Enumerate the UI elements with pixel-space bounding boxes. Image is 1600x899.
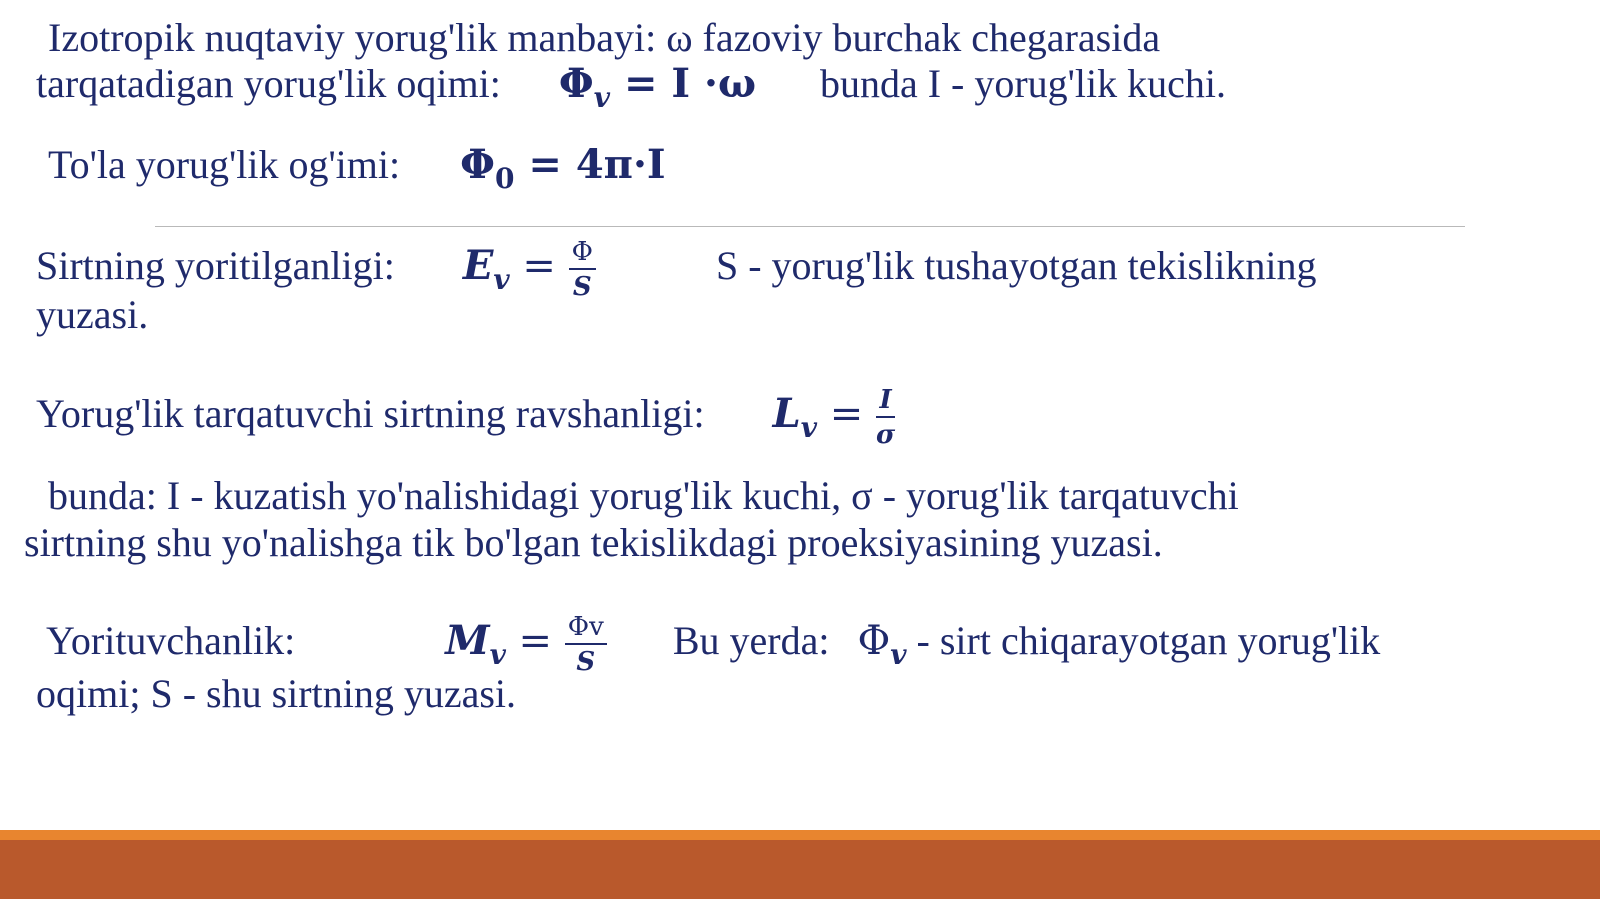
exitance-label: Yorituvchanlik: bbox=[46, 618, 296, 663]
formula-lhs: L bbox=[772, 390, 801, 437]
formula-subscript: v bbox=[593, 81, 611, 114]
illuminance-label: Sirtning yoritilganligi: bbox=[36, 243, 395, 288]
para1-line1 bbox=[48, 16, 1160, 60]
luminance-label: Yorug'lik tarqatuvchi sirtning ravshanligi: bbox=[36, 391, 705, 436]
formula-subscript: 0 bbox=[494, 162, 515, 195]
luminous-flux-formula bbox=[558, 60, 770, 114]
para3-line1 bbox=[36, 236, 1317, 303]
illuminance-formula bbox=[462, 242, 569, 296]
para1-line2 bbox=[36, 60, 1226, 114]
para1-line2-tail: bunda I - yorug'lik kuchi. bbox=[819, 61, 1226, 106]
para4-line bbox=[36, 384, 896, 451]
fraction-denominator: S bbox=[576, 647, 596, 678]
illuminance-fraction bbox=[569, 237, 596, 303]
para3-line2-text: yuzasi. bbox=[36, 292, 149, 337]
para5-line2-text: sirtning shu yo'nalishga tik bo'lgan tekislikdagi proeksiyasining yuzasi. bbox=[24, 520, 1163, 565]
formula-lhs: M bbox=[445, 617, 490, 664]
para3-line2 bbox=[36, 293, 148, 337]
luminance-fraction bbox=[876, 385, 896, 451]
exitance-fraction bbox=[565, 612, 607, 678]
formula-subscript: v bbox=[890, 638, 907, 671]
footer-accent-stripe bbox=[0, 830, 1600, 840]
total-flux-label: To'la yorug'lik og'imi: bbox=[48, 142, 401, 187]
fraction-numerator: I bbox=[876, 387, 895, 418]
fraction-denominator: S bbox=[572, 272, 592, 303]
luminance-formula bbox=[772, 390, 876, 444]
fraction-numerator: Φv bbox=[565, 614, 607, 645]
exitance-tail-a: Bu yerda: bbox=[672, 618, 830, 663]
para6-line2-text: oqimi; S - shu sirtning yuzasi. bbox=[36, 671, 516, 716]
para5-line1-text: bunda: I - kuzatish yo'nalishidagi yorug'lik kuchi, σ - yorug'lik tarqatuvchi bbox=[48, 473, 1239, 518]
formula-rest: = I ·ω bbox=[610, 60, 757, 107]
para5-line1 bbox=[48, 474, 1239, 518]
divider-line bbox=[155, 226, 1465, 227]
formula-equals: = bbox=[509, 243, 569, 289]
para6-line1 bbox=[46, 611, 1381, 678]
formula-subscript: v bbox=[493, 263, 510, 296]
formula-equals: = bbox=[817, 391, 876, 437]
para2-line bbox=[48, 141, 666, 195]
formula-rest: = 4π·I bbox=[514, 141, 666, 188]
para1-line1-text: Izotropik nuqtaviy yorug'lik manbayi: ω fazoviy burchak chegarasida bbox=[48, 15, 1161, 60]
tail-phi-formula bbox=[857, 618, 907, 671]
para5-line2 bbox=[24, 521, 1163, 565]
exitance-formula bbox=[445, 617, 565, 671]
para1-line2-text: tarqatadigan yorug'lik oqimi: bbox=[36, 61, 501, 106]
formula-phi-symbol: Φ bbox=[857, 618, 891, 664]
formula-equals: = bbox=[505, 618, 565, 664]
formula-lhs: E bbox=[462, 242, 494, 289]
formula-phi-symbol: Φ bbox=[558, 60, 594, 107]
para6-line2 bbox=[36, 672, 516, 716]
formula-subscript: v bbox=[489, 638, 506, 671]
exitance-tail-b: - sirt chiqarayotgan yorug'lik bbox=[906, 618, 1381, 663]
footer-bar bbox=[0, 840, 1600, 899]
formula-phi-symbol: Φ bbox=[460, 141, 495, 188]
illuminance-tail: S - yorug'lik tushayotgan tekislikning bbox=[715, 243, 1317, 288]
fraction-denominator: σ bbox=[876, 420, 896, 451]
formula-subscript: v bbox=[800, 411, 818, 444]
fraction-numerator: Φ bbox=[569, 239, 596, 270]
total-flux-formula bbox=[460, 141, 666, 195]
